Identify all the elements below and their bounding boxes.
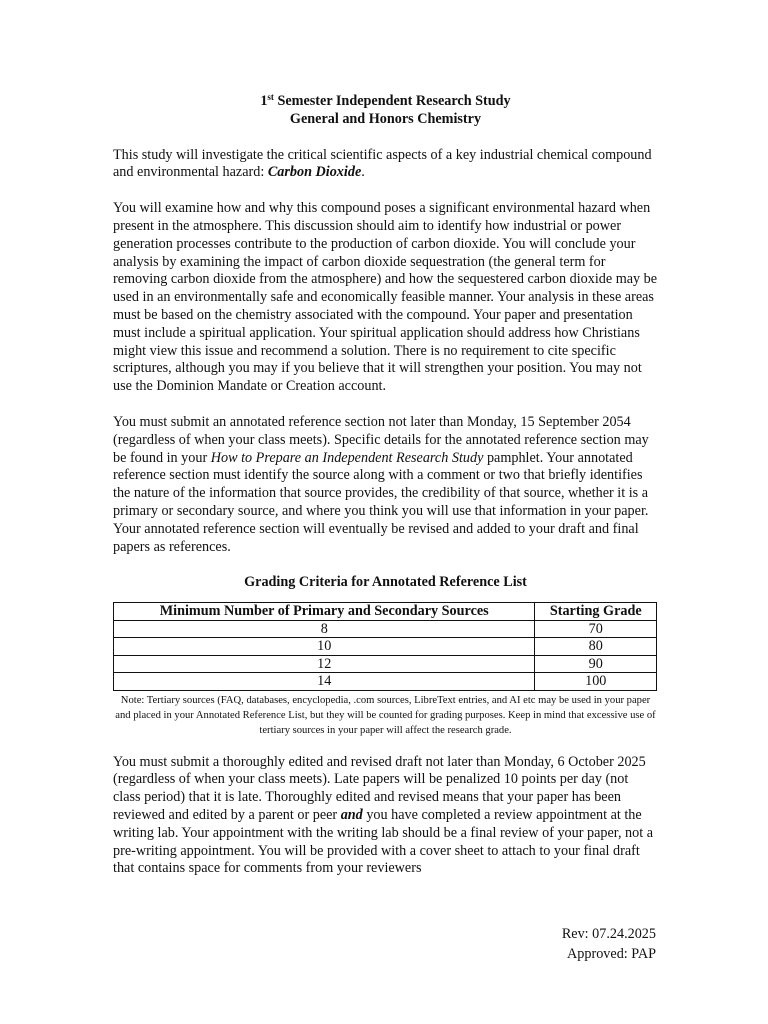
annotated-reference-text-after: pamphlet. Your annotated reference section must identify the source along with a comment or two that briefly identifies the nature of the information that source provides, the credibility of that source, whether it is a primary or secondary source, and where you think you will use that information in your paper. Your annotated reference section will eventually be revised and added to your draft and final papers as references.: [113, 449, 649, 555]
approval-initials: Approved: PAP: [567, 946, 656, 962]
grading-criteria-title: Grading Criteria for Annotated Reference List: [244, 574, 527, 591]
draft-submission-paragraph: [113, 754, 658, 879]
table-row: [114, 655, 657, 673]
document-title-line-2: General and Honors Chemistry: [289, 110, 482, 127]
table-row: [114, 638, 657, 656]
document-page: [113, 93, 658, 878]
intro-paragraph: [113, 147, 658, 183]
compound-name: Carbon Dioxide: [267, 164, 362, 181]
sources-cell: 12: [114, 655, 535, 673]
revision-date: Rev: 07.24.2025: [561, 926, 656, 942]
draft-text-after: you have completed a review appointment at the writing lab. Your appointment with the writing lab should be a final review of your paper, not a pre-writing appointment. You will be provided with a cover sheet to attach to your final draft that contains space for comments from your reviewers: [113, 807, 654, 877]
tertiary-sources-note: Note: Tertiary sources (FAQ, databases, encyclopedia, .com sources, LibreText entries, and AI etc may be used in your paper and placed in your Annotated Reference List, but they will be counted for grading purposes. Keep in mind that excessive use of tertiary sources in your paper will affect the research grade.: [115, 694, 656, 736]
title-ordinal-suffix: st: [267, 92, 274, 102]
document-title-line-1: [113, 93, 658, 111]
annotated-reference-text-before: You must submit an annotated reference section not later than Monday, 15 September 2054 (regardless of when your class meets). Specific details for the annotated reference section may be found in your: [113, 413, 649, 466]
sources-cell: 8: [114, 620, 535, 638]
grade-cell: 100: [535, 673, 657, 691]
analysis-paragraph: You will examine how and why this compound poses a significant environmental hazard when present in the atmosphere. This discussion should aim to identify how industrial or power generation processes contribute to the production of carbon dioxide. You will conclude your analysis by examining the impact of carbon dioxide sequestration (the general term for removing carbon dioxide from the atmosphere) and how the sequestered carbon dioxide may be used in an environmentally safe and economically feasible manner. Your analysis in these areas must be based on the chemistry associated with the compound. Your paper and presentation must include a spiritual application. Your spiritual application should address how Christians might view this issue and recommend a solution. There is no requirement to cite specific scriptures, although you may if you believe that it will strengthen your position. You may not use the Dominion Mandate or Creation account.: [113, 200, 658, 395]
title-ordinal-number: 1: [260, 93, 268, 109]
pamphlet-title: How to Prepare an Independent Research Study: [210, 449, 484, 466]
table-row: [114, 673, 657, 691]
annotated-reference-paragraph: [113, 414, 658, 556]
sources-cell: 10: [114, 638, 535, 656]
revision-footer: [562, 924, 656, 964]
title-line-1-text: Semester Independent Research Study: [273, 93, 511, 109]
grade-cell: 80: [535, 638, 657, 656]
table-row: [114, 620, 657, 638]
grade-column-header: Starting Grade: [535, 603, 657, 621]
grading-criteria-table: [113, 602, 657, 691]
grade-cell: 90: [535, 655, 657, 673]
grade-cell: 70: [535, 620, 657, 638]
intro-text: This study will investigate the critical scientific aspects of a key industrial chemical compound and environmental hazard:: [113, 146, 652, 181]
emphasis-and: and: [340, 807, 363, 824]
sources-column-header: Minimum Number of Primary and Secondary Sources: [114, 603, 535, 621]
table-header-row: [114, 603, 657, 621]
draft-text-before: You must submit a thoroughly edited and revised draft not later than Monday, 6 October 2025 (regardless of when your class meets). Late papers will be penalized 10 points per day (not class period) that it is late. Thoroughly edited and revised means that your paper has been reviewed and edited by a parent or peer: [113, 753, 646, 824]
intro-end: .: [361, 164, 365, 181]
sources-cell: 14: [114, 673, 535, 691]
